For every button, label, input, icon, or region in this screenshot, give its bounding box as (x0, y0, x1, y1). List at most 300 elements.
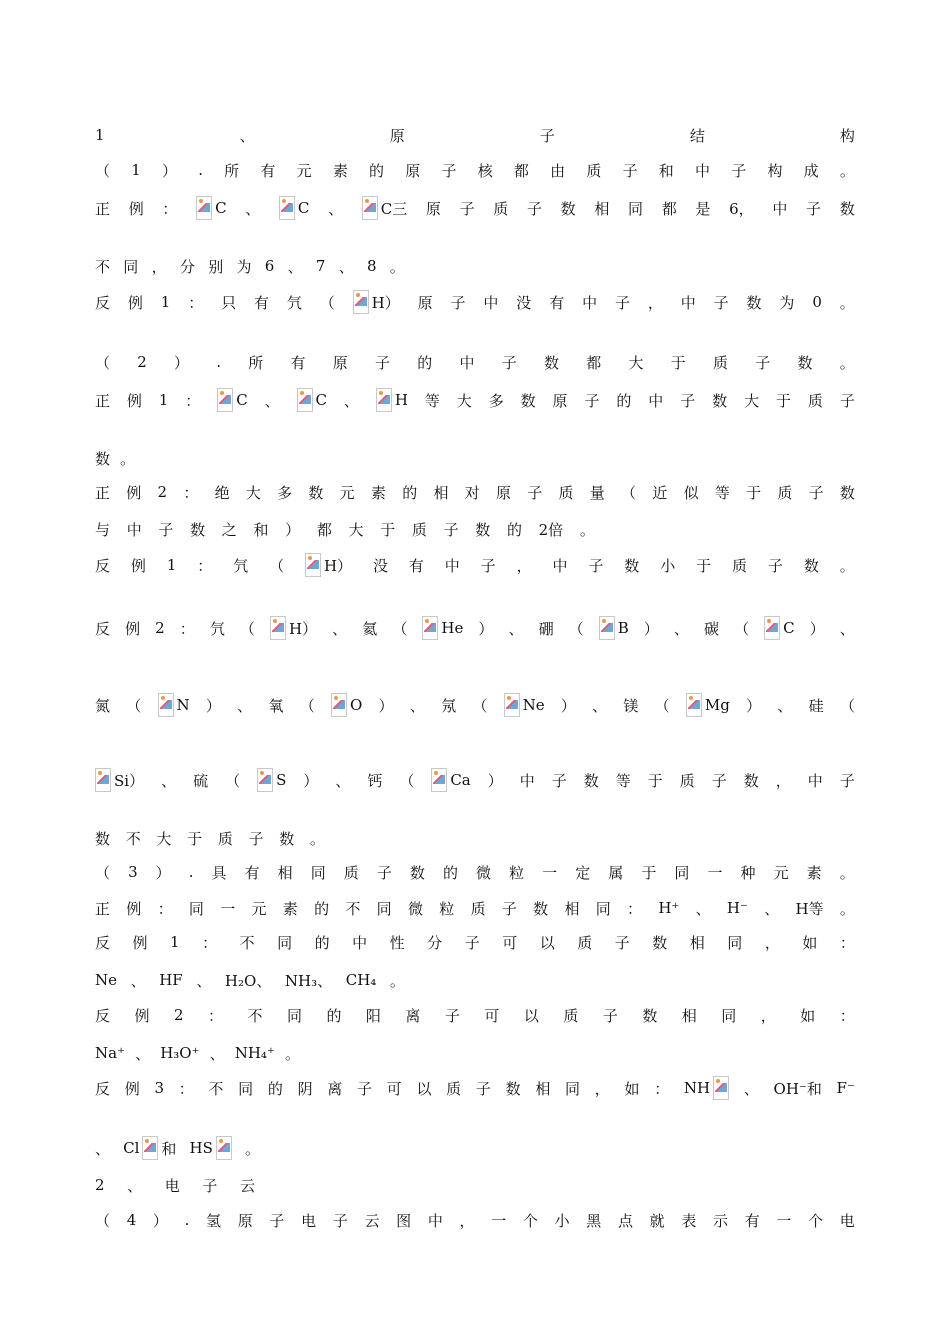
text-token: 近 (652, 483, 668, 502)
text-token: 子 (622, 161, 638, 180)
text-token: 、 (764, 899, 780, 918)
text-token: 微 (407, 899, 423, 918)
text-token: 的 (314, 899, 330, 918)
token-text: NH (683, 1079, 711, 1097)
text-token: （ (392, 619, 408, 638)
text-token: 1 (158, 391, 169, 409)
text-line (95, 1076, 855, 1100)
text-token: 质 (446, 1079, 462, 1098)
text-token: 有 (744, 1211, 760, 1230)
text-token (764, 616, 794, 640)
text-line (95, 446, 135, 470)
text-token: ： (179, 619, 195, 638)
text-token: 、 (335, 771, 351, 790)
text-token: 1 (166, 556, 177, 574)
text-token: 同 (628, 199, 644, 218)
broken-image-icon (142, 1136, 158, 1160)
text-token: 。 (579, 520, 595, 539)
text-token: （ (225, 771, 241, 790)
text-token: 核 (477, 161, 493, 180)
text-token: 于 (641, 863, 657, 882)
text-token: 中 (126, 520, 142, 539)
text-token: 质 (679, 771, 695, 790)
text-token: 。 (389, 971, 405, 990)
text-token: 没 (372, 556, 388, 575)
text-token: 同 (310, 863, 326, 882)
text-token: ） (205, 696, 221, 715)
text-token: 、 (264, 391, 280, 410)
text-token: 中 (444, 556, 460, 575)
text-token (217, 388, 247, 412)
text-token: 子 (711, 771, 727, 790)
text-token: 子 (767, 556, 783, 575)
text-token: 2 (155, 619, 165, 637)
broken-image-icon (95, 768, 111, 792)
text-token: 大 (628, 353, 644, 372)
text-token (431, 768, 470, 792)
text-token: 原 (389, 126, 405, 145)
text-token: 数 (652, 933, 668, 952)
text-token: 4 (126, 1211, 137, 1229)
text-token: 、 (743, 1079, 759, 1098)
text-token (362, 196, 407, 220)
text-token: 、 (839, 619, 855, 638)
text-token: 所 (224, 161, 240, 180)
text-token: 成 (803, 161, 819, 180)
text-token (297, 388, 327, 412)
token-text: 和 (161, 1139, 177, 1158)
text-token: 如 (802, 933, 818, 952)
text-token: 2 (137, 353, 147, 371)
text-token: ， (594, 1079, 610, 1098)
text-token: ） (152, 1211, 168, 1230)
text-token: 中 (352, 933, 368, 952)
text-token: 一 (542, 863, 558, 882)
text-token: 正 (95, 483, 111, 502)
text-token: 小 (554, 1211, 570, 1230)
text-token: 子 (713, 293, 729, 312)
text-token: 、 (209, 1044, 225, 1063)
text-token (190, 1136, 232, 1160)
text-token: 种 (740, 863, 756, 882)
text-line (95, 968, 405, 992)
text-token: 。 (839, 863, 855, 882)
text-token: 属 (608, 863, 624, 882)
broken-image-icon (504, 693, 520, 717)
text-token: 原 (405, 161, 421, 180)
text-token: 子 (202, 1176, 218, 1195)
text-token: （ (239, 619, 255, 638)
text-line (95, 290, 855, 314)
text-token: 同 (123, 257, 139, 276)
text-token: 可 (386, 1079, 402, 1098)
text-token: 数 (95, 829, 111, 848)
text-token: 多 (277, 483, 293, 502)
text-token (123, 1136, 176, 1160)
text-token: . (216, 353, 222, 371)
text-token: 。 (839, 353, 855, 372)
text-token: 一 (707, 863, 723, 882)
text-token (158, 693, 190, 717)
text-token: 子 (806, 199, 822, 218)
text-token: 一 (776, 1211, 792, 1230)
token-text: S (276, 771, 287, 789)
text-line (95, 693, 855, 717)
text-token: 数 (560, 199, 576, 218)
text-token: 氦 (362, 619, 378, 638)
text-token: 氮 (95, 696, 111, 715)
broken-image-icon (279, 196, 295, 220)
text-token: 质 (493, 199, 509, 218)
text-token: 数 (520, 391, 536, 410)
text-token: 可 (502, 933, 518, 952)
text-token: 硅 (808, 696, 824, 715)
text-token: 多 (488, 391, 504, 410)
text-line (95, 254, 405, 278)
text-token: 氕 (286, 293, 302, 312)
text-token: 同 (565, 1079, 581, 1098)
text-token: 云 (239, 1176, 255, 1195)
text-token: 子 (376, 863, 392, 882)
text-token: 、 (673, 619, 689, 638)
text-token: 等 (615, 771, 631, 790)
text-token: 如 (800, 1006, 816, 1025)
text-token: 中 (552, 556, 568, 575)
text-token: 、 (130, 971, 146, 990)
text-token: 。 (839, 293, 855, 312)
text-token: ： (178, 1079, 194, 1098)
broken-image-icon (686, 693, 702, 717)
text-token: ： (839, 1006, 855, 1025)
text-token: CH₄ (345, 971, 377, 989)
text-token: （ (269, 556, 285, 575)
text-token: 例 (132, 933, 148, 952)
text-line (95, 1041, 300, 1065)
text-token: 质 (558, 483, 574, 502)
text-token: 、 (338, 257, 354, 276)
text-token: 氧 (268, 696, 284, 715)
text-token: 子 (614, 933, 630, 952)
text-token: 子 (839, 771, 855, 790)
text-token: 2 (95, 1176, 105, 1194)
text-token: 数 (624, 556, 640, 575)
text-token: H⁻ (726, 899, 748, 917)
text-token: 是 (695, 199, 711, 218)
text-token: 相 (689, 933, 705, 952)
text-token: 。 (309, 829, 325, 848)
text-token: 有 (549, 293, 565, 312)
text-token: 于 (775, 391, 791, 410)
text-token: 离 (405, 1006, 421, 1025)
text-token: 一 (220, 899, 236, 918)
broken-image-icon (422, 616, 438, 640)
text-token: ， (459, 1211, 475, 1230)
text-token: 数 (839, 483, 855, 502)
text-token: （ (95, 161, 111, 180)
text-token: 点 (617, 1211, 633, 1230)
text-token: 数 (533, 899, 549, 918)
text-token: 例 (126, 483, 142, 502)
text-token: 氕 (233, 556, 249, 575)
text-token: 子 (475, 1079, 491, 1098)
text-token: 中 (582, 293, 598, 312)
text-token: （ (568, 619, 584, 638)
text-token: 粒 (439, 899, 455, 918)
text-token: ： (197, 556, 213, 575)
text-token: HF (159, 971, 183, 989)
text-token (279, 196, 309, 220)
text-token: 反 (95, 556, 111, 575)
text-token (331, 693, 362, 717)
text-token: 3 (154, 1079, 164, 1097)
text-token: （ (95, 353, 111, 372)
text-token: 不 (239, 933, 255, 952)
text-token: 。 (284, 1044, 300, 1063)
text-token: 性 (389, 933, 405, 952)
text-token: 相 (681, 1006, 697, 1025)
text-token: 表 (681, 1211, 697, 1230)
text-token: 中 (695, 161, 711, 180)
text-token: 3 (128, 863, 138, 881)
text-token: 例 (124, 1079, 140, 1098)
text-token: 子 (357, 1079, 373, 1098)
text-token: 子 (459, 199, 475, 218)
text-token (422, 616, 463, 640)
text-token: 构 (767, 161, 783, 180)
text-token: 的 (506, 520, 522, 539)
text-token: （ (839, 696, 855, 715)
token-text: He (441, 619, 464, 637)
text-token: 有 (408, 556, 424, 575)
text-token (376, 388, 408, 412)
text-token: 和 (658, 161, 674, 180)
text-token: 等 (714, 483, 730, 502)
text-token: 的 (369, 161, 385, 180)
text-token: 硼 (538, 619, 554, 638)
text-token: 子 (158, 520, 174, 539)
text-token: 。 (839, 161, 855, 180)
text-token: 都 (513, 161, 529, 180)
text-line (95, 158, 855, 182)
text-token: 似 (683, 483, 699, 502)
text-token: 、 (592, 696, 608, 715)
text-token: 以 (539, 933, 555, 952)
text-line (95, 616, 855, 640)
broken-image-icon (431, 768, 447, 792)
text-token: 子 (839, 391, 855, 410)
broken-image-icon (158, 693, 174, 717)
text-token: 同 (595, 899, 611, 918)
text-token: ） (746, 696, 762, 715)
text-token: 电 (164, 1176, 180, 1195)
text-token: 、 (328, 199, 344, 218)
text-token: . (188, 863, 194, 881)
text-token: 相 (564, 899, 580, 918)
text-token: 子 (551, 771, 567, 790)
text-token: ） (285, 520, 301, 539)
text-token: 所 (248, 353, 264, 372)
text-token: 素 (282, 899, 298, 918)
token-text: HS (189, 1139, 213, 1157)
text-token: ： (202, 933, 218, 952)
text-token: 中 (772, 199, 788, 218)
text-token: H₃O⁺ (160, 1044, 200, 1062)
text-token (95, 768, 144, 792)
token-text: C (315, 391, 328, 409)
text-token: 子 (332, 1211, 348, 1230)
text-token: 素 (370, 483, 386, 502)
text-token: 例 (126, 899, 142, 918)
text-line (95, 896, 855, 920)
text-token: 数 (279, 829, 295, 848)
text-token: 同 (286, 1006, 302, 1025)
text-token: 数 (190, 520, 206, 539)
text-line (95, 1003, 855, 1027)
text-token: 例 (125, 619, 141, 638)
text-token: 不 (95, 257, 111, 276)
text-line (95, 388, 855, 412)
broken-image-icon (376, 388, 392, 412)
text-token: 子 (731, 161, 747, 180)
text-token (270, 616, 317, 640)
text-token: 。 (244, 1139, 260, 1158)
text-token: 有 (253, 293, 269, 312)
text-token: 阴 (297, 1079, 313, 1098)
token-text: H (394, 391, 408, 409)
text-token: 同 (727, 933, 743, 952)
text-token: 于 (380, 520, 396, 539)
text-token: 碳 (703, 619, 719, 638)
text-token: 子 (443, 520, 459, 539)
text-token: 、 (135, 1044, 151, 1063)
text-token: 1 (170, 933, 180, 951)
text-token: 正 (95, 391, 111, 410)
text-token: 例 (134, 1006, 150, 1025)
text-token: 一 (491, 1211, 507, 1230)
text-token (353, 290, 400, 314)
text-token: 粒 (509, 863, 525, 882)
text-token: （ (95, 1211, 111, 1230)
text-line (95, 1136, 260, 1160)
text-token: 正 (95, 899, 111, 918)
text-token: 子 (269, 1211, 285, 1230)
text-token: ） (809, 619, 825, 638)
text-token (305, 553, 352, 577)
text-token: 同 (277, 933, 293, 952)
text-line (95, 860, 855, 884)
text-line (95, 826, 325, 850)
text-token: 6， (729, 199, 754, 218)
text-token: . (184, 1211, 190, 1229)
text-token: 都 (586, 353, 602, 372)
text-token: 反 (95, 1006, 111, 1025)
text-token: 没 (516, 293, 532, 312)
broken-image-icon (196, 196, 212, 220)
text-token: 数 (475, 520, 491, 539)
text-token: 、 (508, 619, 524, 638)
text-token: 图 (396, 1211, 412, 1230)
text-token: 原 (417, 293, 433, 312)
broken-image-icon (713, 1076, 729, 1100)
text-token: 原 (237, 1211, 253, 1230)
text-token: 。 (839, 899, 855, 918)
token-text: N (176, 696, 190, 714)
text-token: ： (157, 899, 173, 918)
text-token (196, 196, 226, 220)
text-token: 等 (424, 391, 440, 410)
text-token: 中 (680, 293, 696, 312)
text-token: 子 (602, 1006, 618, 1025)
text-token: 大 (744, 391, 760, 410)
text-token (684, 1076, 729, 1100)
text-token: 绝 (214, 483, 230, 502)
text-token: Na⁺ (95, 1044, 125, 1062)
text-token: 大 (456, 391, 472, 410)
text-token: H₂O、 (224, 971, 272, 990)
text-token: 离 (327, 1079, 343, 1098)
text-token: 子 (584, 391, 600, 410)
text-token: 、 (95, 1139, 111, 1158)
text-line (95, 553, 855, 577)
text-token: 、 (245, 199, 261, 218)
text-token: 数 (797, 353, 813, 372)
text-token: ： (627, 899, 643, 918)
text-token: 具 (211, 863, 227, 882)
text-token: 不 (208, 1079, 224, 1098)
text-token: 示 (713, 1211, 729, 1230)
broken-image-icon (305, 553, 321, 577)
text-token: 、 (695, 899, 711, 918)
text-token: 例 (126, 391, 142, 410)
text-token: （ (654, 696, 670, 715)
text-token: 子 (526, 199, 542, 218)
text-token: 1 (95, 126, 105, 144)
text-token: 的 (442, 863, 458, 882)
text-token: 有 (260, 161, 276, 180)
text-token: 正 (95, 199, 111, 218)
text-token: 。 (839, 556, 855, 575)
text-token (257, 768, 286, 792)
text-token: 反 (95, 933, 111, 952)
text-line (95, 517, 595, 541)
text-token: （ (126, 696, 142, 715)
text-token: 量 (589, 483, 605, 502)
text-token: ， (647, 293, 663, 312)
text-token: 构 (839, 126, 855, 145)
text-line (95, 480, 855, 504)
text-token: 同 (188, 899, 204, 918)
text-token: F⁻ (836, 1079, 855, 1097)
text-token: 反 (95, 619, 111, 638)
text-token: 数 (746, 293, 762, 312)
text-token: 子 (441, 161, 457, 180)
text-token: 数 (839, 199, 855, 218)
text-token: 质 (577, 933, 593, 952)
text-token: 例 (130, 556, 146, 575)
text-token: 都 (661, 199, 677, 218)
text-token: 数 (803, 556, 819, 575)
text-token: 相 (594, 199, 610, 218)
text-token: 例 (128, 199, 144, 218)
text-token: 反 (95, 1079, 111, 1098)
text-token: 别 (208, 257, 224, 276)
token-text: C (215, 199, 227, 217)
text-token: 于 (696, 556, 712, 575)
text-token: ： (207, 1006, 223, 1025)
text-token: 相 (433, 483, 449, 502)
text-token: 质 (411, 520, 427, 539)
text-token: 元 (296, 161, 312, 180)
